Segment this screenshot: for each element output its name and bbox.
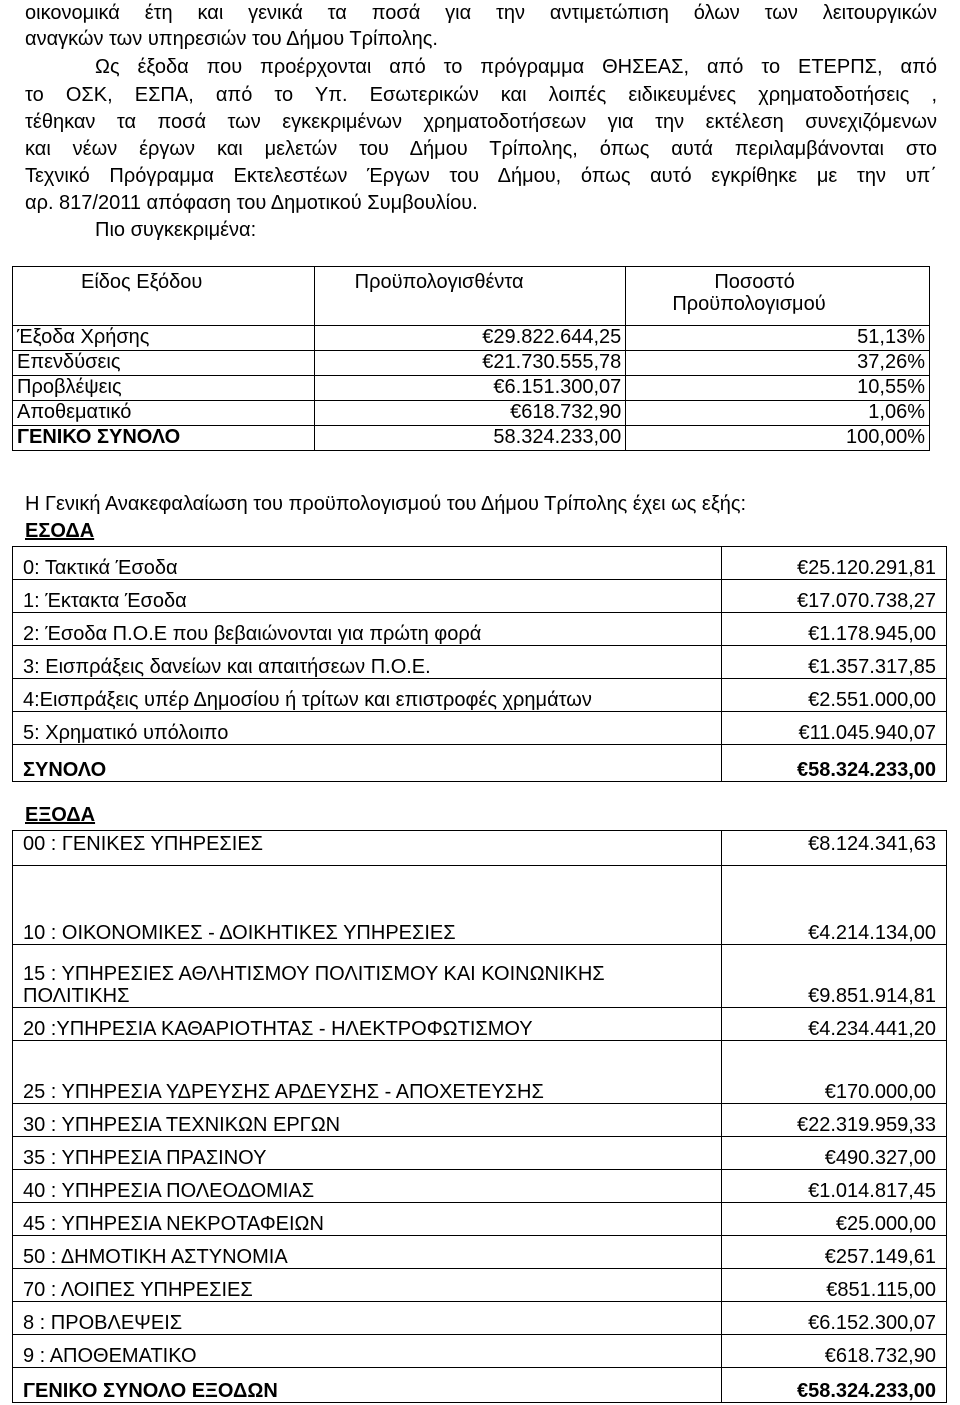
table-row	[13, 1170, 947, 1203]
header-type: Είδος Εξόδου	[13, 267, 315, 326]
row-percent: 10,55%	[626, 376, 930, 401]
table-row	[13, 351, 930, 376]
outgo-amount: €4.234.441,20	[722, 1008, 947, 1041]
table-row	[13, 326, 930, 351]
table-row	[13, 376, 930, 401]
income-amount: €1.178.945,00	[722, 613, 947, 646]
income-table	[12, 546, 947, 782]
outgo-label: 40 : ΥΠΗΡΕΣΙΑ ΠΟΛΕΟΔΟΜΙΑΣ	[13, 1170, 722, 1203]
outgo-label: 30 : ΥΠΗΡΕΣΙΑ ΤΕΧΝΙΚΩΝ ΕΡΓΩΝ	[13, 1104, 722, 1137]
outgo-label: 00 : ΓΕΝΙΚΕΣ ΥΠΗΡΕΣΙΕΣ	[13, 831, 722, 866]
table-row	[13, 1137, 947, 1170]
outgo-amount: €6.152.300,07	[722, 1302, 947, 1335]
total-label: ΓΕΝΙΚΟ ΣΥΝΟΛΟ	[13, 426, 315, 451]
intro-line-5: τέθηκαν τα ποσά των εγκεκριμένων χρηματοδοτήσεων για την εκτέλεση συνεχιζόμενων	[25, 111, 937, 133]
outgo-amount: €618.732,90	[722, 1335, 947, 1368]
row-amount: €29.822.644,25	[314, 326, 626, 351]
row-percent: 51,13%	[626, 326, 930, 351]
summary-intro: Η Γενική Ανακεφαλαίωση του προϋπολογισμού του Δήμου Τρίπολης έχει ως εξής:	[25, 493, 747, 515]
outgo-title: ΕΞΟΔΑ	[25, 804, 96, 826]
expenses-type-table	[12, 266, 930, 451]
header-percent	[626, 267, 930, 326]
table-row	[13, 1104, 947, 1137]
outgo-amount: €22.319.959,33	[722, 1104, 947, 1137]
table-row	[13, 945, 947, 1008]
outgo-amount: €8.124.341,63	[722, 831, 947, 866]
table-row	[13, 831, 947, 866]
income-total-label: ΣΥΝΟΛΟ	[13, 745, 722, 782]
intro-line-3: Ως έξοδα που προέρχονται από το πρόγραμμα ΘΗΣΕΑΣ, από το ΕΤΕΡΠΣ, από	[95, 56, 937, 78]
intro-line-1: οικονομικά έτη και γενικά τα ποσά για την αντιμετώπιση όλων των λειτουργικών	[25, 2, 937, 24]
intro-line-6: και νέων έργων και μελετών του Δήμου Τρίπολης, όπως αυτά περιλαμβάνονται στο	[25, 138, 937, 160]
outgo-label: 70 : ΛΟΙΠΕΣ ΥΠΗΡΕΣΙΕΣ	[13, 1269, 722, 1302]
intro-line-4: το ΟΣΚ, ΕΣΠΑ, από το Υπ. Εσωτερικών και λοιπές ειδικευμένες χρηματοδοτήσεις ,	[25, 84, 937, 106]
header-percent-line1: Ποσοστό	[714, 271, 795, 293]
table-row	[13, 1041, 947, 1104]
income-amount: €1.357.317,85	[722, 646, 947, 679]
income-total-row	[13, 745, 947, 782]
table-row	[13, 547, 947, 580]
table-row	[13, 1302, 947, 1335]
row-percent: 37,26%	[626, 351, 930, 376]
income-amount: €25.120.291,81	[722, 547, 947, 580]
income-label: 4:Εισπράξεις υπέρ Δημοσίου ή τρίτων και επιστροφές χρημάτων	[13, 679, 722, 712]
outgo-label	[13, 945, 722, 1008]
row-amount: €618.732,90	[314, 401, 626, 426]
outgo-amount: €4.214.134,00	[722, 866, 947, 945]
table-row	[13, 613, 947, 646]
income-label: 0: Τακτικά Έσοδα	[13, 547, 722, 580]
table-row	[13, 1236, 947, 1269]
outgo-label: 25 : ΥΠΗΡΕΣΙΑ ΥΔΡΕΥΣΗΣ ΑΡΔΕΥΣΗΣ - ΑΠΟΧΕΤΕΥΣΗΣ	[13, 1041, 722, 1104]
outgo-amount: €257.149,61	[722, 1236, 947, 1269]
income-amount: €17.070.738,27	[722, 580, 947, 613]
table-row	[13, 401, 930, 426]
row-type: Έξοδα Χρήσης	[13, 326, 315, 351]
row-type: Αποθεματικό	[13, 401, 315, 426]
outgo-label: 8 : ΠΡΟΒΛΕΨΕΙΣ	[13, 1302, 722, 1335]
outgo-label: 35 : ΥΠΗΡΕΣΙΑ ΠΡΑΣΙΝΟΥ	[13, 1137, 722, 1170]
table-row	[13, 1008, 947, 1041]
outgo-amount: €490.327,00	[722, 1137, 947, 1170]
row-amount: €6.151.300,07	[314, 376, 626, 401]
table-row	[13, 646, 947, 679]
outgo-label-line2: ΠΟΛΙΤΙΚΗΣ	[23, 985, 130, 1007]
header-percent-line2: Προϋπολογισμού	[672, 293, 826, 315]
income-amount: €11.045.940,07	[722, 712, 947, 745]
table-header-row	[13, 267, 930, 326]
outgo-table	[12, 830, 947, 1403]
outgo-label: 10 : ΟΙΚΟΝΟΜΙΚΕΣ - ΔΟΙΚΗΤΙΚΕΣ ΥΠΗΡΕΣΙΕΣ	[13, 866, 722, 945]
income-label: 2: Έσοδα Π.Ο.Ε που βεβαιώνονται για πρώτη φορά	[13, 613, 722, 646]
table-total-row	[13, 426, 930, 451]
outgo-label: 9 : ΑΠΟΘΕΜΑΤΙΚΟ	[13, 1335, 722, 1368]
outgo-amount: €851.115,00	[722, 1269, 947, 1302]
income-amount: €2.551.000,00	[722, 679, 947, 712]
table-row	[13, 1335, 947, 1368]
intro-line-8: αρ. 817/2011 απόφαση του Δημοτικού Συμβουλίου.	[25, 192, 478, 214]
outgo-amount: €170.000,00	[722, 1041, 947, 1104]
outgo-label: 20 :ΥΠΗΡΕΣΙΑ ΚΑΘΑΡΙΟΤΗΤΑΣ - ΗΛΕΚΤΡΟΦΩΤΙΣΜΟΥ	[13, 1008, 722, 1041]
intro-line-2: αναγκών των υπηρεσιών του Δήμου Τρίπολης.	[25, 28, 438, 50]
total-percent: 100,00%	[626, 426, 930, 451]
row-type: Προβλέψεις	[13, 376, 315, 401]
intro-line-7: Τεχνικό Πρόγραμμα Εκτελεστέων Έργων του Δήμου, όπως αυτό εγκρίθηκε με την υπ΄	[25, 165, 937, 187]
table-row	[13, 866, 947, 945]
outgo-label-line1: 15 : ΥΠΗΡΕΣΙΕΣ ΑΘΛΗΤΙΣΜΟΥ ΠΟΛΙΤΙΣΜΟΥ ΚΑΙ ΚΟΙΝΩΝΙΚΗΣ	[23, 963, 605, 985]
table-row	[13, 1269, 947, 1302]
outgo-amount: €9.851.914,81	[722, 945, 947, 1008]
table-row	[13, 712, 947, 745]
outgo-total-label: ΓΕΝΙΚΟ ΣΥΝΟΛΟ ΕΞΟΔΩΝ	[13, 1368, 722, 1403]
income-label: 3: Εισπράξεις δανείων και απαιτήσεων Π.Ο.Ε.	[13, 646, 722, 679]
outgo-label: 45 : ΥΠΗΡΕΣΙΑ ΝΕΚΡΟΤΑΦΕΙΩΝ	[13, 1203, 722, 1236]
row-amount: €21.730.555,78	[314, 351, 626, 376]
outgo-total-row	[13, 1368, 947, 1403]
outgo-amount: €25.000,00	[722, 1203, 947, 1236]
total-amount: 58.324.233,00	[314, 426, 626, 451]
outgo-total-amount: €58.324.233,00	[722, 1368, 947, 1403]
table-row	[13, 1203, 947, 1236]
income-label: 1: Έκτακτα Έσοδα	[13, 580, 722, 613]
outgo-amount: €1.014.817,45	[722, 1170, 947, 1203]
intro-line-9: Πιο συγκεκριμένα:	[95, 219, 257, 241]
income-title: ΕΣΟΔΑ	[25, 520, 95, 542]
row-type: Επενδύσεις	[13, 351, 315, 376]
table-row	[13, 679, 947, 712]
income-total-amount: €58.324.233,00	[722, 745, 947, 782]
outgo-label: 50 : ΔΗΜΟΤΙΚΗ ΑΣΤΥΝΟΜΙΑ	[13, 1236, 722, 1269]
table-row	[13, 580, 947, 613]
header-budgeted: Προϋπολογισθέντα	[314, 267, 626, 326]
income-label: 5: Χρηματικό υπόλοιπο	[13, 712, 722, 745]
row-percent: 1,06%	[626, 401, 930, 426]
